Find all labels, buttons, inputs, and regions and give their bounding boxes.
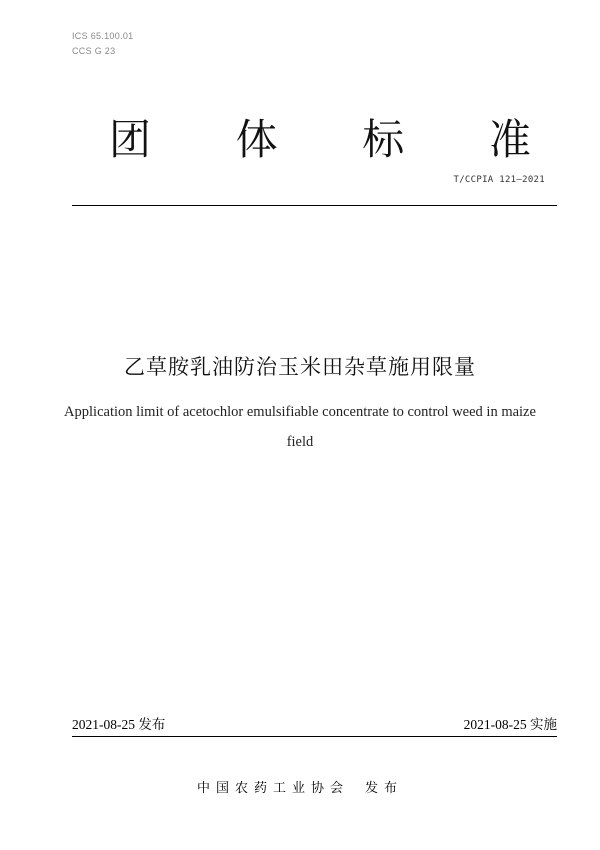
ccs-code: CCS G 23 — [72, 46, 116, 56]
top-divider — [72, 205, 557, 206]
publisher-action: 发布 — [365, 781, 404, 796]
standard-number: T/CCPIA 121—2021 — [453, 175, 545, 185]
category-char-2: 体 — [235, 115, 278, 164]
publisher-name: 中国农药工业协会 — [196, 781, 349, 796]
bottom-divider — [72, 736, 557, 737]
implement-date: 2021-08-25 实施 — [463, 717, 557, 732]
english-title-line-2: field — [286, 434, 314, 450]
category-char-1: 团 — [108, 115, 151, 164]
standard-category-title — [100, 110, 540, 170]
english-title-line-1: Application limit of acetochlor emulsifiable concentrate to control weed in maize — [64, 404, 536, 420]
publish-date: 2021-08-25 发布 — [72, 717, 166, 732]
category-char-3: 标 — [362, 115, 405, 164]
category-char-4: 准 — [488, 115, 531, 164]
publisher-line — [0, 780, 600, 798]
chinese-title: 乙草胺乳油防治玉米田杂草施用限量 — [124, 355, 476, 379]
ics-code: ICS 65.100.01 — [72, 31, 134, 41]
